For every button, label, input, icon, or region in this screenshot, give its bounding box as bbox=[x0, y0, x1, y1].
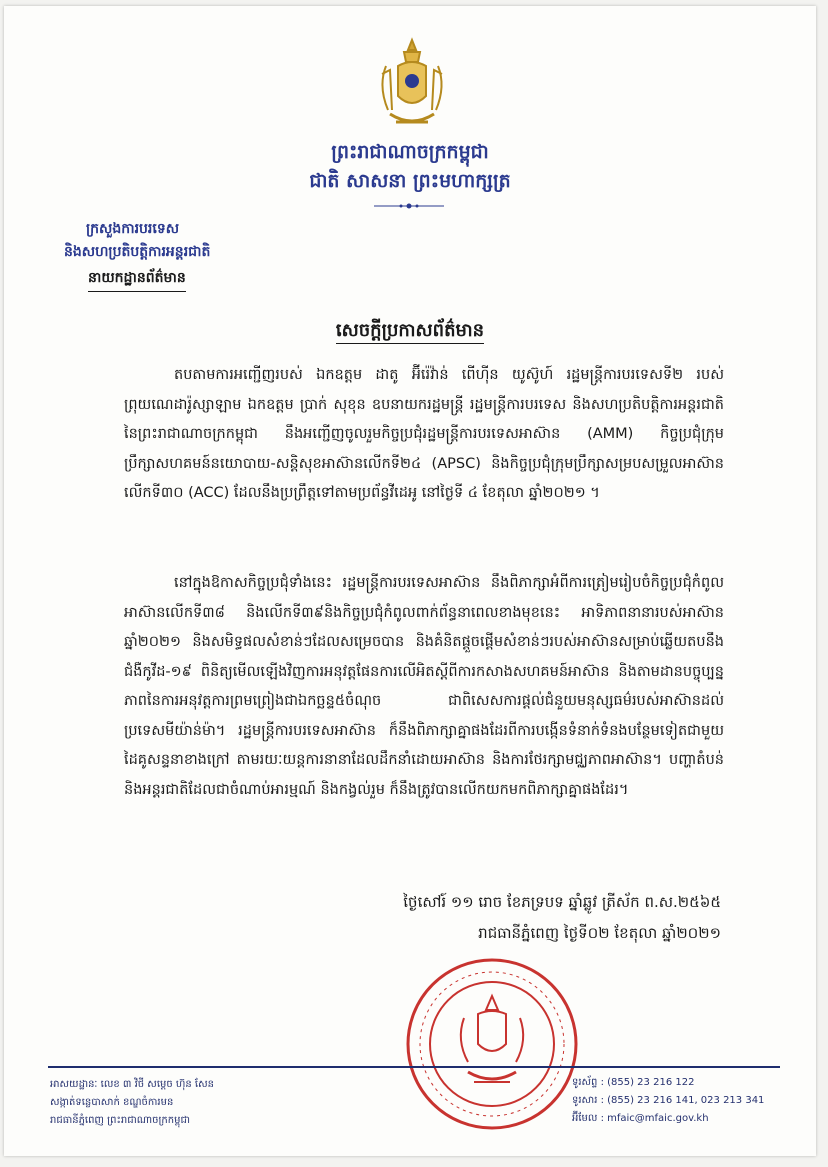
official-seal-icon bbox=[402, 954, 582, 1134]
email-address[interactable]: អ៊ីមែល : mfaic@mfaic.gov.kh bbox=[572, 1113, 709, 1124]
ministry-name-line1: ក្រសួងការបរទេស bbox=[86, 221, 180, 237]
ministry-name-line2: និងសហប្រតិបត្តិការអន្តរជាតិ bbox=[64, 244, 211, 260]
paragraph-2: នៅក្នុងឱកាសកិច្ចប្រជុំទាំងនេះ រដ្ឋមន្ត្រីការបរទេសអាស៊ាន នឹងពិភាក្សាអំពីការត្រៀមរៀបចំកិច្ចប្រជុំកំពូលអាស៊ានលើកទី៣៨ និងលើកទី៣៩និងកិច្ចប្រជុំកំពូលពាក់ព័ន្ធនាពេលខាងមុខនេះ អាទិភាពនានារបស់អាស៊ានឆ្នាំ២០២១ និងសមិទ្ធផលសំខាន់ៗដែលសម្រេចបាន និងគំនិតផ្តួចផ្តើមសំខាន់ៗរបស់អាស៊ានសម្រាប់ឆ្លើយតបនឹងជំងឺកូវីដ-១៩ ពិនិត្យមើលឡើងវិញការអនុវត្តផែនការលើអិតស្តីពីការកសាងសហគមន៍អាស៊ាន និងតាមដានបច្ចុប្បន្នភាពនៃការអនុវត្តការព្រមព្រៀងជាឯកច្ឆន្ទ៥ចំណុច ជាពិសេសការផ្តល់ជំនួយមនុស្សធម៌របស់អាស៊ានដល់ប្រទេសមីយ៉ាន់ម៉ា។ រដ្ឋមន្ត្រីការបរទេសអាស៊ាន ក៏នឹងពិភាក្សាគ្នាផងដែរពីការបង្កើនទំនាក់ទំនងបន្ថែមទៀតជាមួយដៃគូសន្ទនាខាងក្រៅ តាមរយៈយន្តការនានាដែលដឹកនាំដោយអាស៊ាន និងការថែរក្សាមជ្ឈភាពអាស៊ាន។ បញ្ហាតំបន់ និងអន្តរជាតិដែលជាចំណាប់អារម្មណ៍ និងកង្វល់រួម ក៏នឹងត្រូវបានលើកយកមកពិភាក្សាគ្នាផងដែរ។ bbox=[124, 575, 724, 798]
national-motto: ជាតិ សាសនា ព្រះមហាក្សត្រ bbox=[309, 170, 511, 192]
ornament-divider-icon bbox=[374, 202, 444, 210]
fax-number: ទូរសារ : (855) 23 216 141, 023 213 341 bbox=[572, 1095, 765, 1106]
address-line2: សង្កាត់ទន្លេបាសាក់ ខណ្ឌចំការមន bbox=[50, 1097, 174, 1108]
royal-coat-of-arms-icon bbox=[372, 36, 452, 136]
footer-address bbox=[50, 1076, 214, 1130]
department-name: នាយកដ្ឋានព័ត៌មាន bbox=[88, 268, 186, 292]
footer-divider bbox=[48, 1066, 780, 1068]
address-line1: អាសយដ្ឋានៈ លេខ ៣ វិថី សម្តេច ហ៊ុន សែន bbox=[50, 1079, 214, 1090]
lunar-date: ថ្ងៃសៅរ៍ ១១ រោច ខែភទ្របទ ឆ្នាំឆ្លូវ ត្រីស័ក ព.ស.២៥៦៥ bbox=[403, 893, 721, 911]
footer-contact bbox=[572, 1074, 764, 1128]
document-title-text: សេចក្តីប្រកាសព័ត៌មាន bbox=[336, 320, 484, 344]
kingdom-name: ព្រះរាជាណាចក្រកម្ពុជា bbox=[331, 141, 489, 163]
letter-page bbox=[4, 6, 816, 1156]
document-title bbox=[4, 318, 816, 345]
place-and-date: រាជធានីភ្នំពេញ ថ្ងៃទី០២ ខែតុលា ឆ្នាំ២០២១ bbox=[478, 924, 721, 942]
address-line3: រាជធានីភ្នំពេញ ព្រះរាជាណាចក្រកម្ពុជា bbox=[50, 1115, 190, 1126]
phone-number: ទូរស័ព្ទ : (855) 23 216 122 bbox=[572, 1077, 695, 1088]
paragraph-1: តបតាមការអញ្ជើញរបស់ ឯកឧត្តម ដាតូ អ៊ីរ៉េវ៉ាន់ ពើហ៊ីន យូស៊ូហ៍ រដ្ឋមន្ត្រីការបរទេសទី២ របស់ព្រុយណេដារ៉ូស្សាឡាម ឯកឧត្តម ប្រាក់ សុខុន ឧបនាយករដ្ឋមន្ត្រី រដ្ឋមន្ត្រីការបរទេស និងសហប្រតិបត្តិការអន្តរជាតិនៃព្រះរាជាណាចក្រកម្ពុជា នឹងអញ្ជើញចូលរួមកិច្ចប្រជុំរដ្ឋមន្ត្រីការបរទេសអាស៊ាន (AMM) កិច្ចប្រជុំក្រុមប្រឹក្សាសហគមន៍នយោបាយ-សន្តិសុខអាស៊ានលើកទី២៤ (APSC) និងកិច្ចប្រជុំក្រុមប្រឹក្សាសម្របសម្រួលអាស៊ានលើកទី៣០ (ACC) ដែលនឹងប្រព្រឹត្តទៅតាមប្រព័ន្ធវីដេអូ នៅថ្ងៃទី ៤ ខែតុលា ឆ្នាំ២០២១ ។ bbox=[124, 367, 724, 501]
